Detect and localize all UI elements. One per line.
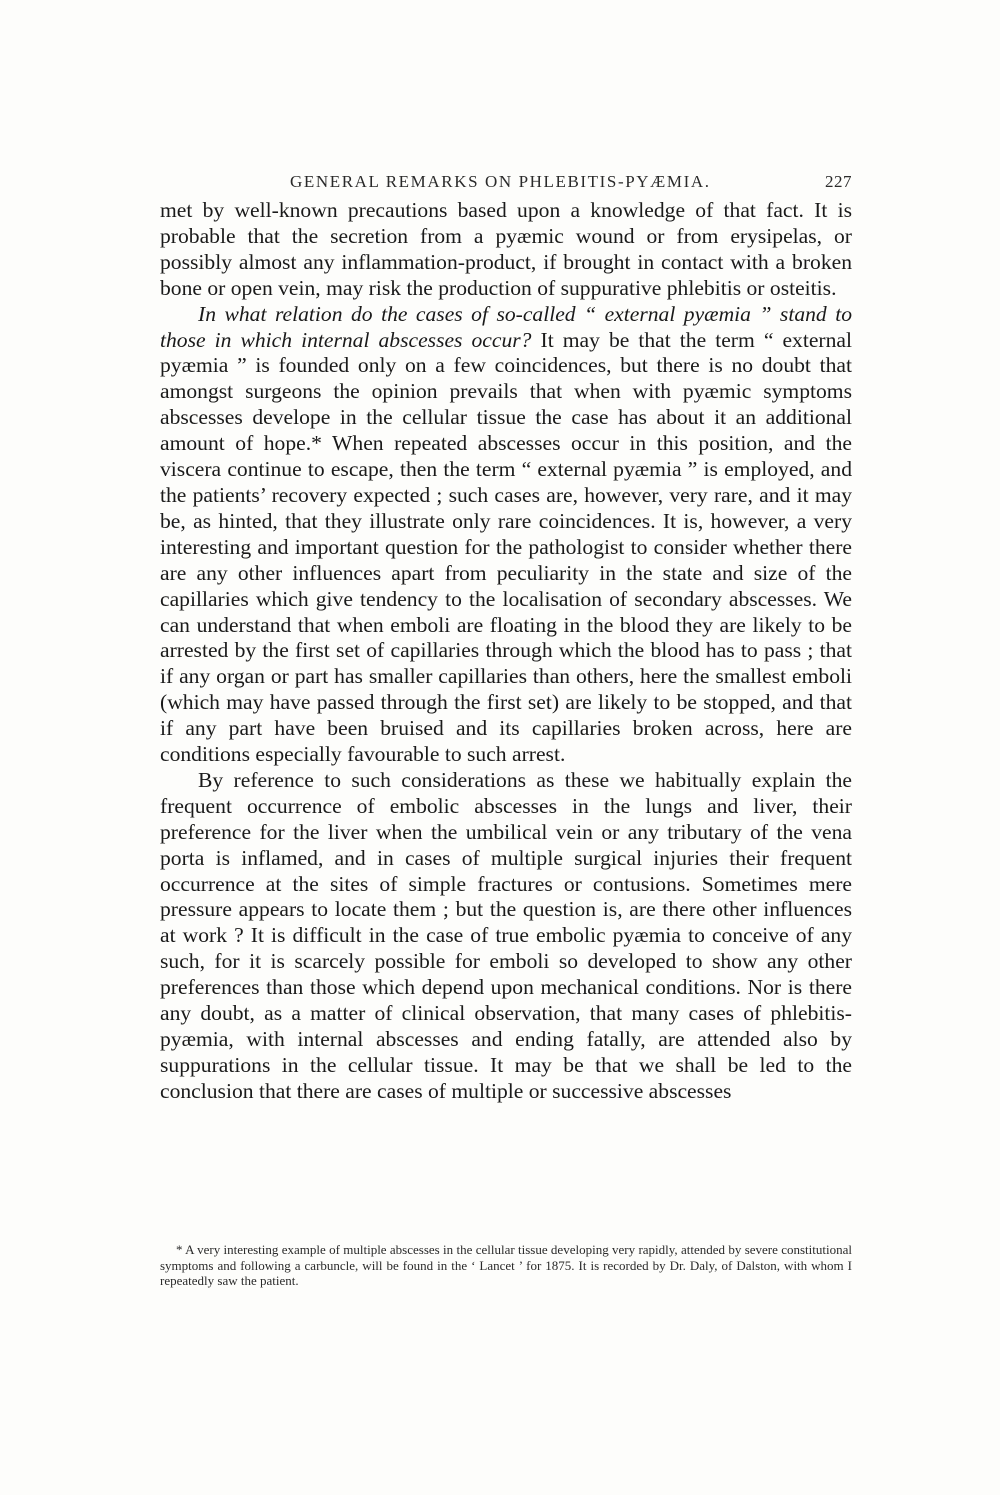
paragraph-3-text: By reference to such considerations as these we habitually explain the frequent occurrence of embolic abscesses in the lungs and liver, their preference for the liver when the umbilical vein or any tributary of the vena porta is inflamed, and in cases of multiple surgical injuries their frequent occurrence at the sites of simple fractures or contusions. Sometimes mere pressure appears to locate them ; but the question is, are there other influences at work ? It is difficult in the case of true embolic pyæmia to conceive of any such, for it is scarcely possible for emboli so developed to show any other preferences than those which depend upon mechanical conditions. Nor is there any doubt, as a matter of clinical observation, that many cases of phlebitis-pyæmia, with internal abscesses and ending fatally, are attended also by suppurations in the cellular tissue. It may be that we shall be led to the conclusion that there are cases of multiple or successive abscesses — [160, 767, 852, 1103]
paragraph-2-question: In what relation do the cases of so-called “ external pyæmia ” stand to those in which internal abscesses occur? — [160, 301, 852, 352]
paragraph-3 — [160, 768, 852, 1105]
paragraph-1 — [160, 198, 852, 302]
footnote-text: * A very interesting example of multiple abscesses in the cellular tissue developing very rapidly, attended by severe constitutional symptoms and following a carbuncle, will be found in the ‘ Lancet ’ for 1875. It is recorded by Dr. Daly, of Dalston, with whom I repeatedly saw the patient. — [160, 1242, 852, 1288]
running-head-title: GENERAL REMARKS ON PHLEBITIS-PYÆMIA. — [290, 172, 711, 191]
footnote — [160, 1242, 852, 1289]
paragraph-2-text: It may be that the term “ external pyæmia ” is founded only on a few coincidences, but there is no doubt that amongst surgeons the opinion prevails that when with pyæmic symptoms abscesses develope in the cellular tissue the case has about it an additional amount of hope.* When repeated abscesses occur in this position, and the viscera continue to escape, then the term “ external pyæmia ” is employed, and the patients’ recovery expected ; such cases are, however, very rare, and it may be, as hinted, that they illustrate only rare coincidences. It is, however, a very interesting and important question for the pathologist to consider whether there are any other influences apart from peculiarity in the state and size of the capillaries which give tendency to the localisation of secondary abscesses. We can understand that when emboli are floating in the blood they are likely to be arrested by the first set of capillaries through which the blood has to pass ; that if any organ or part has smaller capillaries than others, here the smallest emboli (which may have passed through the first set) are likely to be stopped, and that if any part have been bruised and its capillaries broken across, here are conditions especially favourable to such arrest. — [160, 327, 853, 767]
paragraph-2 — [160, 302, 852, 768]
paragraph-1-text: met by well-known precautions based upon a knowledge of that fact. It is probable that the secretion from a pyæmic wound or from erysipelas, or possibly almost any inflammation-product, if brought in contact with a broken bone or open vein, may risk the production of suppurative phlebitis or osteitis. — [160, 198, 852, 300]
body-text — [160, 198, 852, 1105]
page-number: 227 — [825, 172, 852, 191]
